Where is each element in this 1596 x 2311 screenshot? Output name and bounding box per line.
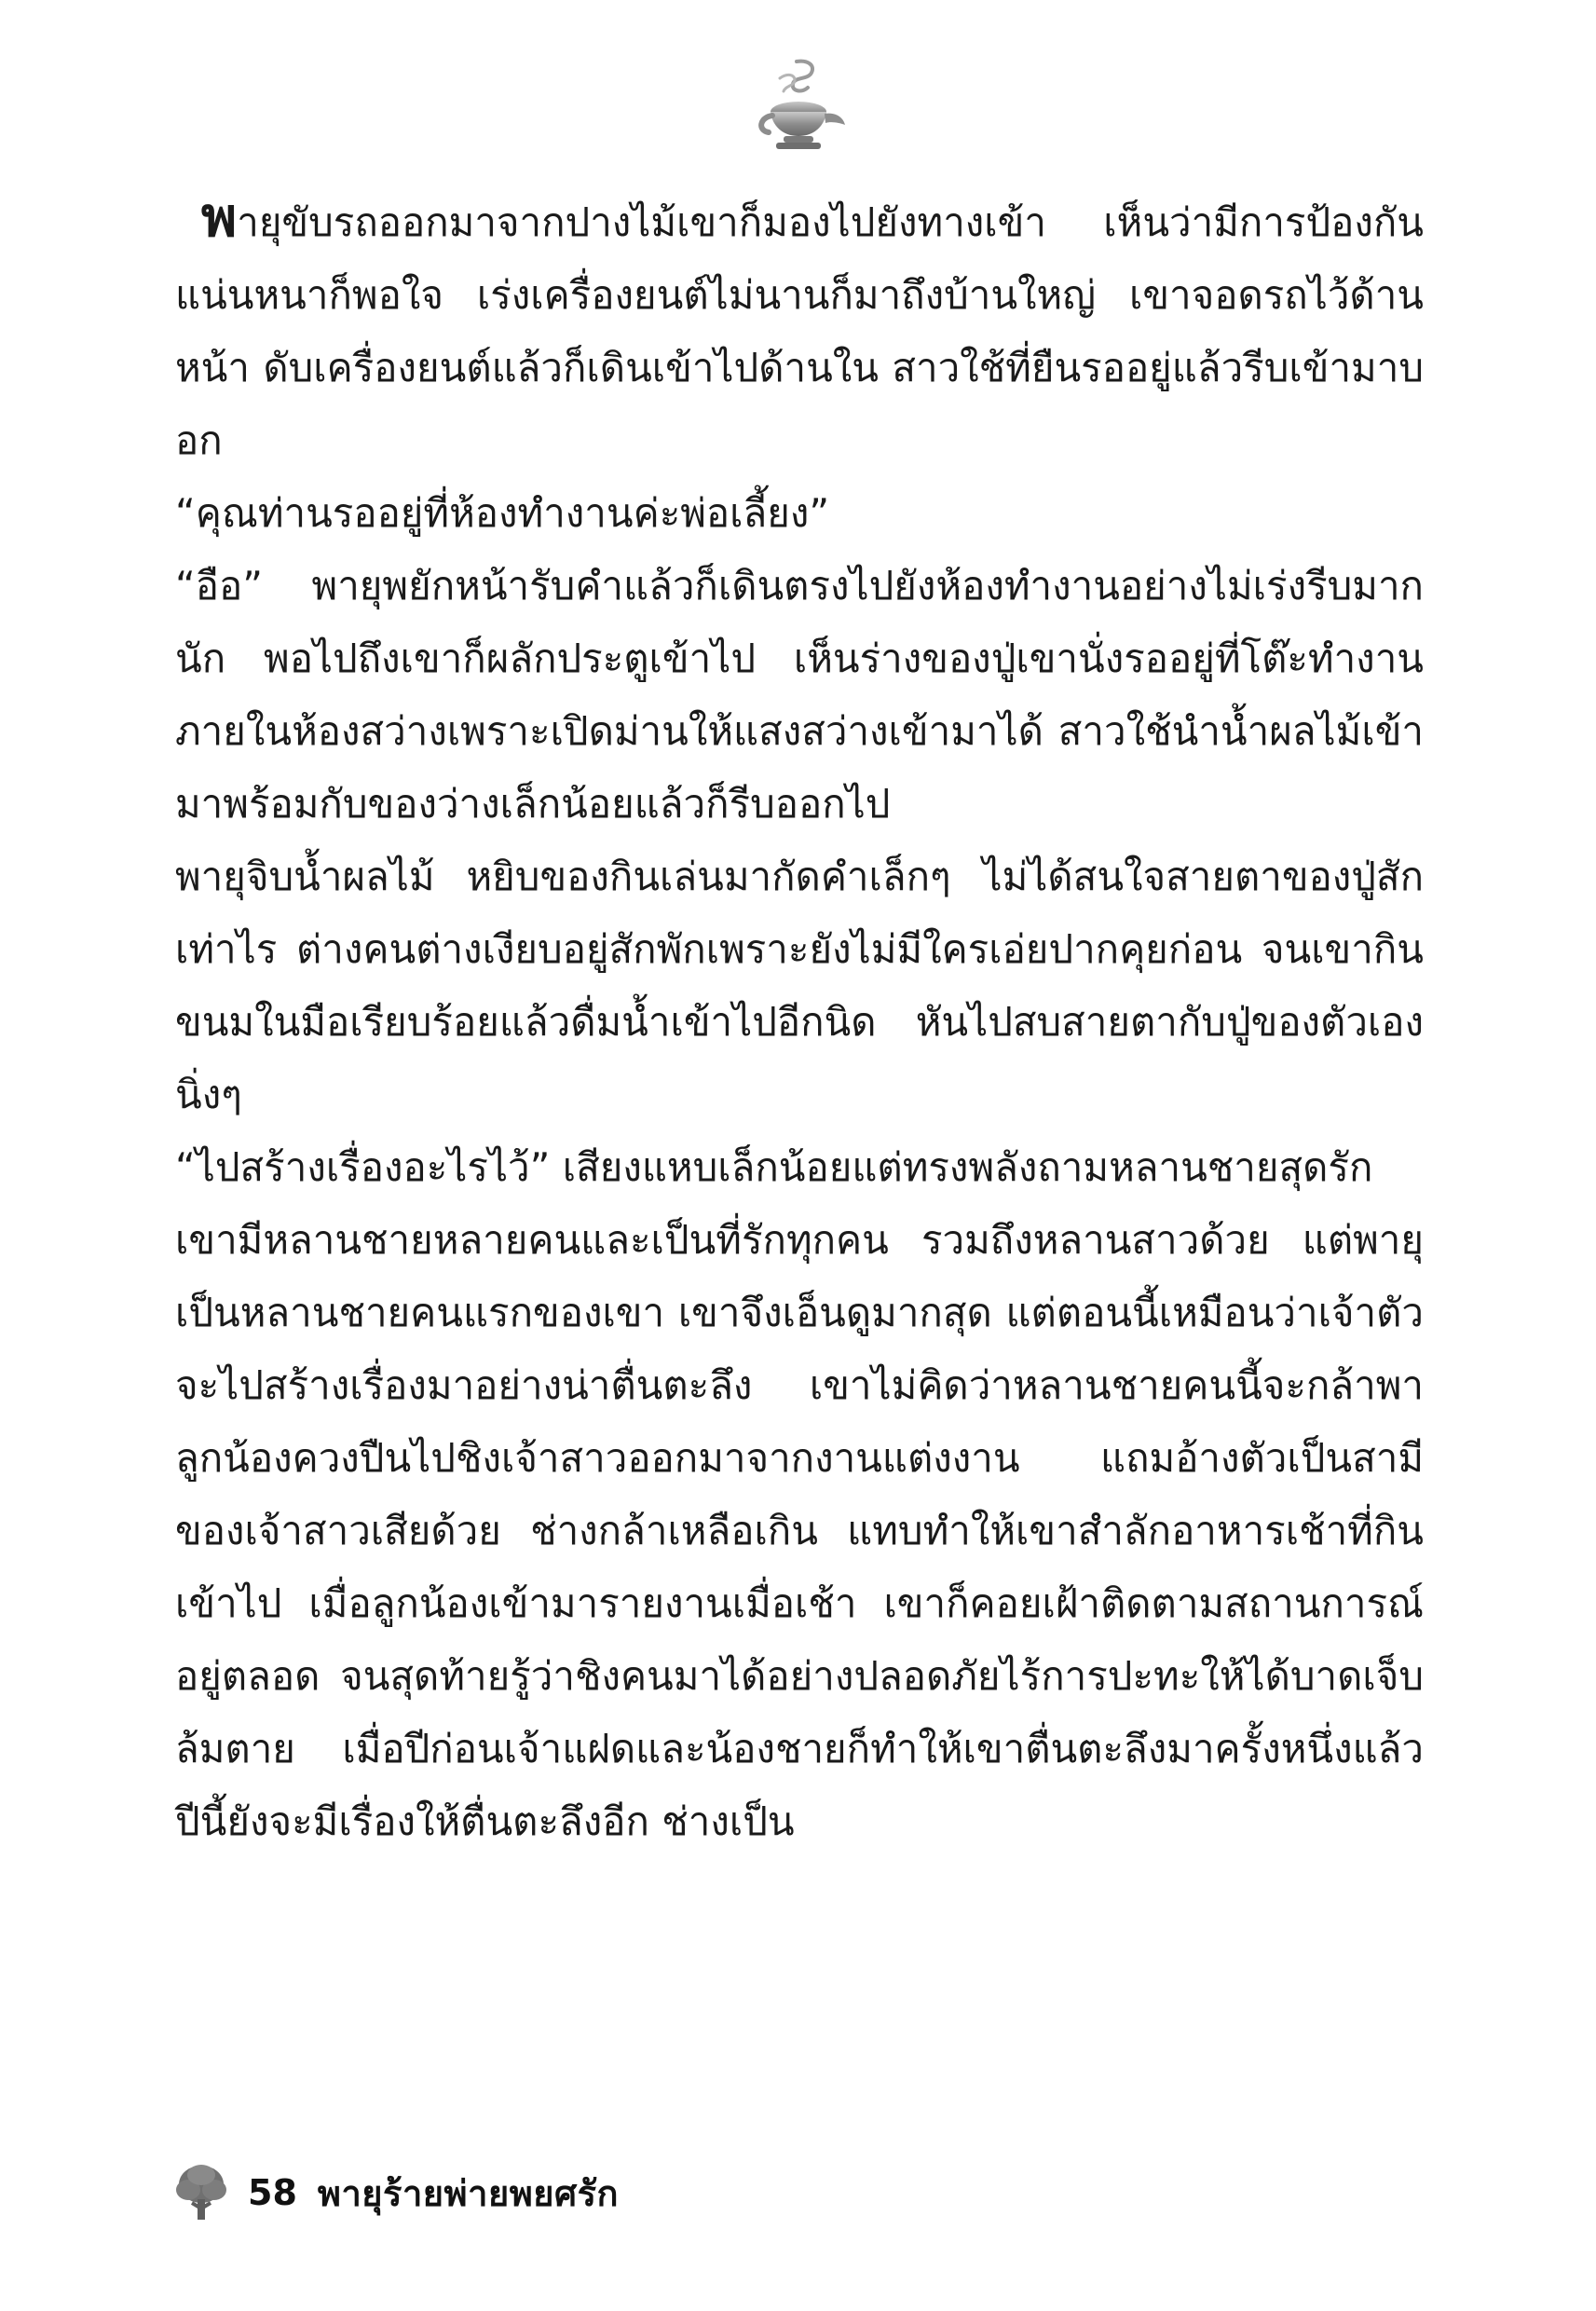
paragraph-text: ายุขับรถออกมาจากปางไม้เขาก็มองไปยังทางเข้า เห็นว่ามีการป้องกันแน่นหนาก็พอใจ เร่งเครื่องยนต์ไม่นานก็มาถึงบ้านใหญ่ เขาจอดรถไว้ด้านหน้า ดับเครื่องยนต์แล้วก็เดินเข้าไปด้านใน สาวใช้ที่ยืนรออยู่แล้วรีบเข้ามาบอก [175, 199, 1424, 463]
paragraph-dialogue-1: “คุณท่านรออยู่ที่ห้องทำงานค่ะพ่อเลี้ยง” [175, 490, 830, 536]
paragraph-dialogue-2: “ไปสร้างเรื่องอะไรไว้” เสียงแหบเล็กน้อยแต่ทรงพลังถามหลานชายสุดรัก [175, 1144, 1373, 1190]
drop-cap: พ [201, 185, 238, 249]
paragraph-4: เขามีหลานชายหลายคนและเป็นที่รักทุกคน รวมถึงหลานสาวด้วย แต่พายุเป็นหลานชายคนแรกของเขา เขาจึงเอ็นดูมากสุด แต่ตอนนี้เหมือนว่าเจ้าตัวจะไปสร้างเรื่องมาอย่างน่าตื่นตะลึง เขาไม่คิดว่าหลานชายคนนี้จะกล้าพาลูกน้องควงปืนไปชิงเจ้าสาวออกมาจากงานแต่งงาน แถมอ้างตัวเป็นสามีของเจ้าสาวเสียด้วย ช่างกล้าเหลือเกิน แทบทำให้เขาสำลักอาหารเช้าที่กินเข้าไป เมื่อลูกน้องเข้ามารายงานเมื่อเช้า เขาก็คอยเฝ้าติดตามสถานการณ์อยู่ตลอด จนสุดท้ายรู้ว่าชิงคนมาได้อย่างปลอดภัยไร้การปะทะให้ได้บาดเจ็บล้มตาย เมื่อปีก่อนเจ้าแฝดและน้องชายก็ทำให้เขาตื่นตะลึงมาครั้งหนึ่งแล้ว ปีนี้ยังจะมีเรื่องให้ตื่นตะลึงอีก ช่างเป็น [175, 1217, 1424, 1844]
oil-lamp-ornament [0, 56, 1596, 158]
book-title: พายุร้ายพ่ายพยศรัก [317, 2172, 620, 2214]
paragraph-2: “อือ” พายุพยักหน้ารับคำแล้วก็เดินตรงไปยังห้องทำงานอย่างไม่เร่งรีบมากนัก พอไปถึงเขาก็ผลักประตูเข้าไป เห็นร่างของปู่เขานั่งรออยู่ที่โต๊ะทำงาน ภายในห้องสว่างเพราะเปิดม่านให้แสงสว่างเข้ามาได้ สาวใช้นำน้ำผลไม้เข้ามาพร้อมกับของว่างเล็กน้อยแล้วก็รีบออกไป [175, 563, 1424, 827]
page-body-text [175, 186, 1424, 1858]
paragraph-opening [175, 186, 1424, 477]
page-number: 58 [248, 2172, 297, 2213]
paragraph-3: พายุจิบน้ำผลไม้ หยิบของกินเล่นมากัดคำเล็กๆ ไม่ได้สนใจสายตาของปู่สักเท่าไร ต่างคนต่างเงียบอยู่สักพักเพราะยังไม่มีใครเอ่ยปากคุยก่อน จนเขากินขนมในมือเรียบร้อยแล้วดื่มน้ำเข้าไปอีกนิด หันไปสบสายตากับปู่ของตัวเองนิ่งๆ [175, 854, 1424, 1117]
page-footer [175, 2160, 1424, 2225]
tree-icon [175, 2162, 227, 2223]
